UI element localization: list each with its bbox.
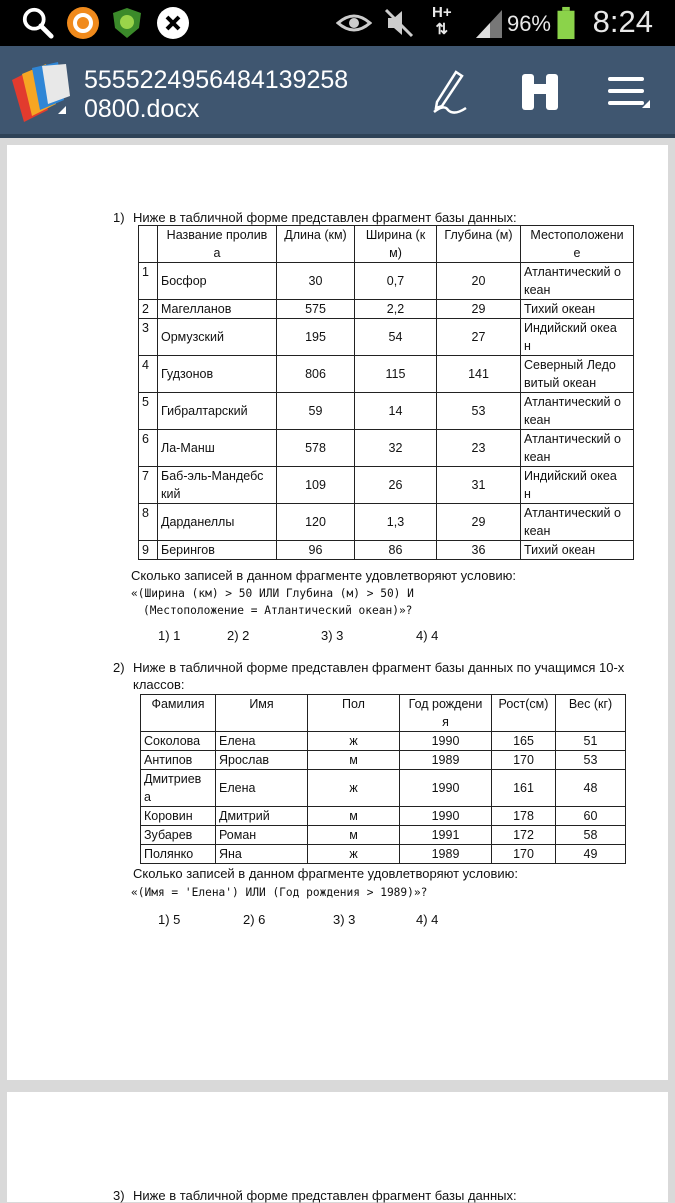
question-2-number: 2) [113, 660, 125, 675]
table-cell: 170 [492, 845, 556, 864]
table-cell: 23 [437, 430, 521, 467]
table-cell: 575 [277, 300, 355, 319]
search-icon[interactable] [20, 6, 56, 40]
table-cell: 60 [556, 807, 626, 826]
table-cell: Баб-эль-Мандебс кий [158, 467, 277, 504]
question-1-condition-line1: «(Ширина (км) > 50 ИЛИ Глубина (м) > 50) И [131, 587, 414, 600]
students-table-header [141, 695, 626, 732]
table-cell: 0,7 [355, 263, 437, 300]
table-cell: 9 [139, 541, 158, 560]
table-cell: 36 [437, 541, 521, 560]
app-bar [0, 46, 675, 134]
table-cell: Роман [216, 826, 308, 845]
question-1-prompt: Сколько записей в данном фрагменте удовлетворяют условию: [131, 568, 516, 583]
header-cell: Имя [216, 695, 308, 732]
table-cell: 53 [437, 393, 521, 430]
table-row [141, 845, 626, 864]
table-cell: 53 [556, 751, 626, 770]
table-row [139, 430, 634, 467]
table-cell: Индийский океа н [521, 319, 634, 356]
header-cell: Глубина (м) [437, 226, 521, 263]
status-bar [0, 0, 675, 46]
question-1-condition-line2: (Местоположение = Атлантический океан)»? [143, 604, 413, 617]
table-cell: 86 [355, 541, 437, 560]
network-type: H+ ⇅ [432, 4, 452, 38]
table-cell: 1 [139, 263, 158, 300]
table-cell: 5 [139, 393, 158, 430]
table-cell: Яна [216, 845, 308, 864]
table-row [139, 504, 634, 541]
close-notification-icon [156, 6, 190, 40]
header-cell [139, 226, 158, 263]
table-cell: 4 [139, 356, 158, 393]
header-cell: Местоположени е [521, 226, 634, 263]
header-cell: Год рождени я [400, 695, 492, 732]
question-2-condition: «(Имя = 'Елена') ИЛИ (Год рождения > 1989)»? [131, 886, 428, 899]
question-1-text: Ниже в табличной форме представлен фрагмент базы данных: [133, 210, 517, 225]
straits-table [138, 225, 634, 560]
signal-icon [474, 6, 504, 40]
table-row [139, 300, 634, 319]
header-cell: Фамилия [141, 695, 216, 732]
battery-icon [556, 6, 576, 40]
table-cell: 32 [355, 430, 437, 467]
table-cell: Ярослав [216, 751, 308, 770]
edit-pen-icon[interactable] [426, 68, 474, 116]
question-1-option-1: 1) 1 [158, 628, 181, 643]
header-cell: Пол [308, 695, 400, 732]
table-cell: 170 [492, 751, 556, 770]
app-logo-icon[interactable] [8, 60, 74, 124]
table-cell: 172 [492, 826, 556, 845]
table-cell: Антипов [141, 751, 216, 770]
table-cell: Ормузский [158, 319, 277, 356]
table-cell: 1990 [400, 770, 492, 807]
table-cell: 109 [277, 467, 355, 504]
question-3-text: Ниже в табличной форме представлен фрагмент базы данных: [133, 1188, 517, 1203]
question-1-number: 1) [113, 210, 125, 225]
table-cell: Гудзонов [158, 356, 277, 393]
table-cell: Атлантический о кеан [521, 430, 634, 467]
table-cell: Полянко [141, 845, 216, 864]
table-row [141, 826, 626, 845]
question-2-text-cont: классов: [133, 677, 185, 692]
eye-icon [336, 6, 372, 40]
battery-percentage: 96% [506, 11, 551, 36]
table-cell: Тихий океан [521, 300, 634, 319]
table-cell: Елена [216, 770, 308, 807]
header-cell: Название пролив а [158, 226, 277, 263]
table-cell: 2,2 [355, 300, 437, 319]
table-row [139, 541, 634, 560]
straits-table-header [139, 226, 634, 263]
question-3-number: 3) [113, 1188, 125, 1203]
table-cell: Северный Ледо витый океан [521, 356, 634, 393]
document-page-2[interactable] [7, 1092, 668, 1202]
question-2-option-3: 3) 3 [333, 912, 356, 927]
table-cell: 1989 [400, 751, 492, 770]
app-notification-icon [66, 6, 100, 40]
table-cell: 1990 [400, 732, 492, 751]
table-cell: 51 [556, 732, 626, 751]
table-cell: Дмитриев а [141, 770, 216, 807]
table-row [139, 263, 634, 300]
table-cell: Дмитрий [216, 807, 308, 826]
shield-icon [110, 6, 144, 40]
table-row [141, 807, 626, 826]
table-cell: Коровин [141, 807, 216, 826]
table-cell: 20 [437, 263, 521, 300]
table-cell: ж [308, 732, 400, 751]
table-cell: Зубарев [141, 826, 216, 845]
header-cell: Рост(см) [492, 695, 556, 732]
table-cell: 1991 [400, 826, 492, 845]
table-cell: Атлантический о кеан [521, 393, 634, 430]
question-2-option-1: 1) 5 [158, 912, 181, 927]
table-cell: Атлантический о кеан [521, 263, 634, 300]
table-cell: Соколова [141, 732, 216, 751]
table-cell: 31 [437, 467, 521, 504]
table-cell: м [308, 826, 400, 845]
document-title: 5555224956484139258 0800.docx [84, 66, 349, 123]
table-cell: 27 [437, 319, 521, 356]
question-2-prompt: Сколько записей в данном фрагменте удовлетворяют условию: [133, 866, 518, 881]
table-cell: ж [308, 770, 400, 807]
table-cell: Босфор [158, 263, 277, 300]
table-cell: 26 [355, 467, 437, 504]
table-cell: 141 [437, 356, 521, 393]
clock: 8:24 [592, 4, 653, 39]
table-cell: 1990 [400, 807, 492, 826]
table-cell: 115 [355, 356, 437, 393]
table-cell: Дарданеллы [158, 504, 277, 541]
table-cell: 178 [492, 807, 556, 826]
table-cell: Атлантический о кеан [521, 504, 634, 541]
header-cell: Вес (кг) [556, 695, 626, 732]
table-cell: 48 [556, 770, 626, 807]
students-table [140, 694, 626, 864]
table-cell: Тихий океан [521, 541, 634, 560]
table-cell: 2 [139, 300, 158, 319]
table-cell: Магелланов [158, 300, 277, 319]
question-1-option-4: 4) 4 [416, 628, 439, 643]
table-cell: 578 [277, 430, 355, 467]
table-row [139, 467, 634, 504]
table-cell: 3 [139, 319, 158, 356]
question-2-text: Ниже в табличной форме представлен фрагмент базы данных по учащимся 10-х [133, 660, 625, 675]
table-row [141, 770, 626, 807]
table-cell: м [308, 751, 400, 770]
table-row [141, 751, 626, 770]
find-binoculars-icon[interactable] [516, 68, 564, 116]
table-cell: Елена [216, 732, 308, 751]
table-cell: 30 [277, 263, 355, 300]
table-cell: 14 [355, 393, 437, 430]
question-2-option-4: 4) 4 [416, 912, 439, 927]
table-row [139, 393, 634, 430]
table-row [139, 356, 634, 393]
table-cell: 161 [492, 770, 556, 807]
question-2-option-2: 2) 6 [243, 912, 266, 927]
table-cell: 54 [355, 319, 437, 356]
mute-icon [382, 6, 416, 40]
table-cell: 96 [277, 541, 355, 560]
question-1-option-3: 3) 3 [321, 628, 344, 643]
document-page-1[interactable] [7, 145, 668, 1080]
table-cell: Ла-Манш [158, 430, 277, 467]
table-cell: 165 [492, 732, 556, 751]
table-cell: 49 [556, 845, 626, 864]
table-cell: 1989 [400, 845, 492, 864]
table-cell: Индийский океа н [521, 467, 634, 504]
table-cell: 120 [277, 504, 355, 541]
table-cell: 29 [437, 504, 521, 541]
table-cell: 6 [139, 430, 158, 467]
table-cell: 806 [277, 356, 355, 393]
table-cell: ж [308, 845, 400, 864]
table-cell: 58 [556, 826, 626, 845]
app-bar-divider [0, 134, 675, 138]
table-cell: 7 [139, 467, 158, 504]
table-cell: 59 [277, 393, 355, 430]
table-cell: 29 [437, 300, 521, 319]
table-cell: 8 [139, 504, 158, 541]
table-row [141, 732, 626, 751]
table-cell: Гибралтарский [158, 393, 277, 430]
table-cell: Берингов [158, 541, 277, 560]
question-1-option-2: 2) 2 [227, 628, 250, 643]
header-cell: Ширина (к м) [355, 226, 437, 263]
table-cell: 1,3 [355, 504, 437, 541]
table-cell: м [308, 807, 400, 826]
table-cell: 195 [277, 319, 355, 356]
header-cell: Длина (км) [277, 226, 355, 263]
table-row [139, 319, 634, 356]
menu-icon[interactable] [604, 68, 652, 116]
